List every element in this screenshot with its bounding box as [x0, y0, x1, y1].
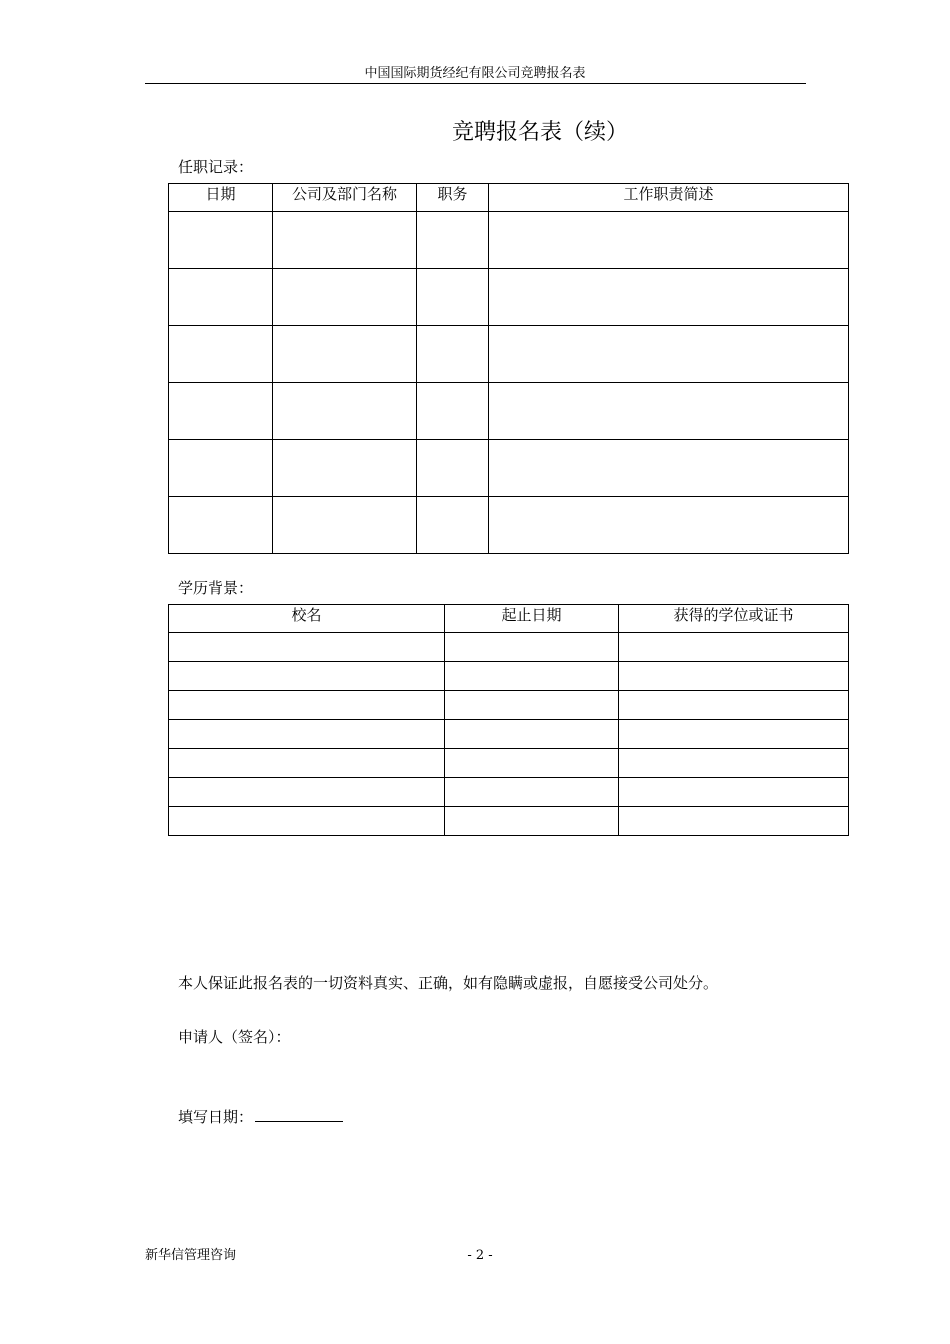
column-header-school: 校名 — [169, 605, 445, 633]
table-row — [169, 691, 849, 720]
column-header-position: 职务 — [417, 184, 489, 212]
table-cell[interactable] — [489, 326, 849, 383]
table-row — [169, 749, 849, 778]
table-cell[interactable] — [169, 662, 445, 691]
table-cell[interactable] — [417, 497, 489, 554]
table-header-row — [169, 605, 849, 633]
page-header-title: 中国国际期货经纪有限公司竞聘报名表 — [364, 66, 586, 81]
fill-date-blank[interactable] — [255, 1107, 343, 1122]
applicant-signature-label: 申请人（签名）： — [178, 1028, 291, 1046]
table-header-row — [169, 184, 849, 212]
table-row — [169, 497, 849, 554]
table-cell[interactable] — [445, 691, 619, 720]
table-cell[interactable] — [169, 269, 273, 326]
table-row — [169, 778, 849, 807]
education-table — [168, 604, 849, 836]
table-cell[interactable] — [445, 633, 619, 662]
column-header-degree: 获得的学位或证书 — [619, 605, 849, 633]
table-row — [169, 383, 849, 440]
table-row — [169, 440, 849, 497]
table-cell[interactable] — [619, 691, 849, 720]
table-cell[interactable] — [169, 383, 273, 440]
table-cell[interactable] — [489, 269, 849, 326]
table-cell[interactable] — [619, 633, 849, 662]
table-cell[interactable] — [273, 212, 417, 269]
table-cell[interactable] — [417, 383, 489, 440]
table-cell[interactable] — [273, 497, 417, 554]
table-cell[interactable] — [489, 383, 849, 440]
table-cell[interactable] — [169, 440, 273, 497]
table-cell[interactable] — [417, 212, 489, 269]
table-cell[interactable] — [619, 662, 849, 691]
table-cell[interactable] — [273, 269, 417, 326]
table-cell[interactable] — [445, 778, 619, 807]
table-row — [169, 269, 849, 326]
fill-date-row — [178, 1107, 343, 1127]
work-history-table — [168, 183, 849, 554]
table-cell[interactable] — [169, 778, 445, 807]
table-row — [169, 212, 849, 269]
table-cell[interactable] — [169, 633, 445, 662]
work-history-label: 任职记录： — [178, 158, 254, 176]
table-row — [169, 662, 849, 691]
table-cell[interactable] — [619, 749, 849, 778]
table-cell[interactable] — [417, 440, 489, 497]
table-cell[interactable] — [619, 807, 849, 836]
table-cell[interactable] — [417, 269, 489, 326]
footer-company: 新华信管理咨询 — [145, 1248, 237, 1263]
table-cell[interactable] — [445, 749, 619, 778]
table-cell[interactable] — [169, 497, 273, 554]
column-header-date: 日期 — [169, 184, 273, 212]
table-cell[interactable] — [169, 326, 273, 383]
declaration-statement: 本人保证此报名表的一切资料真实、正确，如有隐瞒或虚报，自愿接受公司处分。 — [178, 974, 719, 992]
table-cell[interactable] — [489, 212, 849, 269]
table-cell[interactable] — [489, 440, 849, 497]
table-cell[interactable] — [169, 212, 273, 269]
table-row — [169, 720, 849, 749]
table-cell[interactable] — [169, 807, 445, 836]
table-cell[interactable] — [619, 778, 849, 807]
header-divider — [145, 83, 806, 84]
column-header-period: 起止日期 — [445, 605, 619, 633]
table-cell[interactable] — [489, 497, 849, 554]
table-cell[interactable] — [169, 749, 445, 778]
column-header-duties: 工作职责简述 — [489, 184, 849, 212]
column-header-company-department: 公司及部门名称 — [273, 184, 417, 212]
table-cell[interactable] — [169, 691, 445, 720]
table-row — [169, 807, 849, 836]
table-row — [169, 633, 849, 662]
fill-date-label: 填写日期： — [178, 1108, 254, 1126]
table-cell[interactable] — [445, 807, 619, 836]
document-title: 竞聘报名表（续） — [451, 120, 628, 145]
education-label: 学历背景： — [178, 579, 254, 597]
table-row — [169, 326, 849, 383]
table-cell[interactable] — [445, 720, 619, 749]
table-cell[interactable] — [619, 720, 849, 749]
table-cell[interactable] — [273, 326, 417, 383]
table-cell[interactable] — [445, 662, 619, 691]
table-cell[interactable] — [417, 326, 489, 383]
page-number: - 2 - — [467, 1248, 493, 1263]
table-cell[interactable] — [169, 720, 445, 749]
table-cell[interactable] — [273, 383, 417, 440]
table-cell[interactable] — [273, 440, 417, 497]
